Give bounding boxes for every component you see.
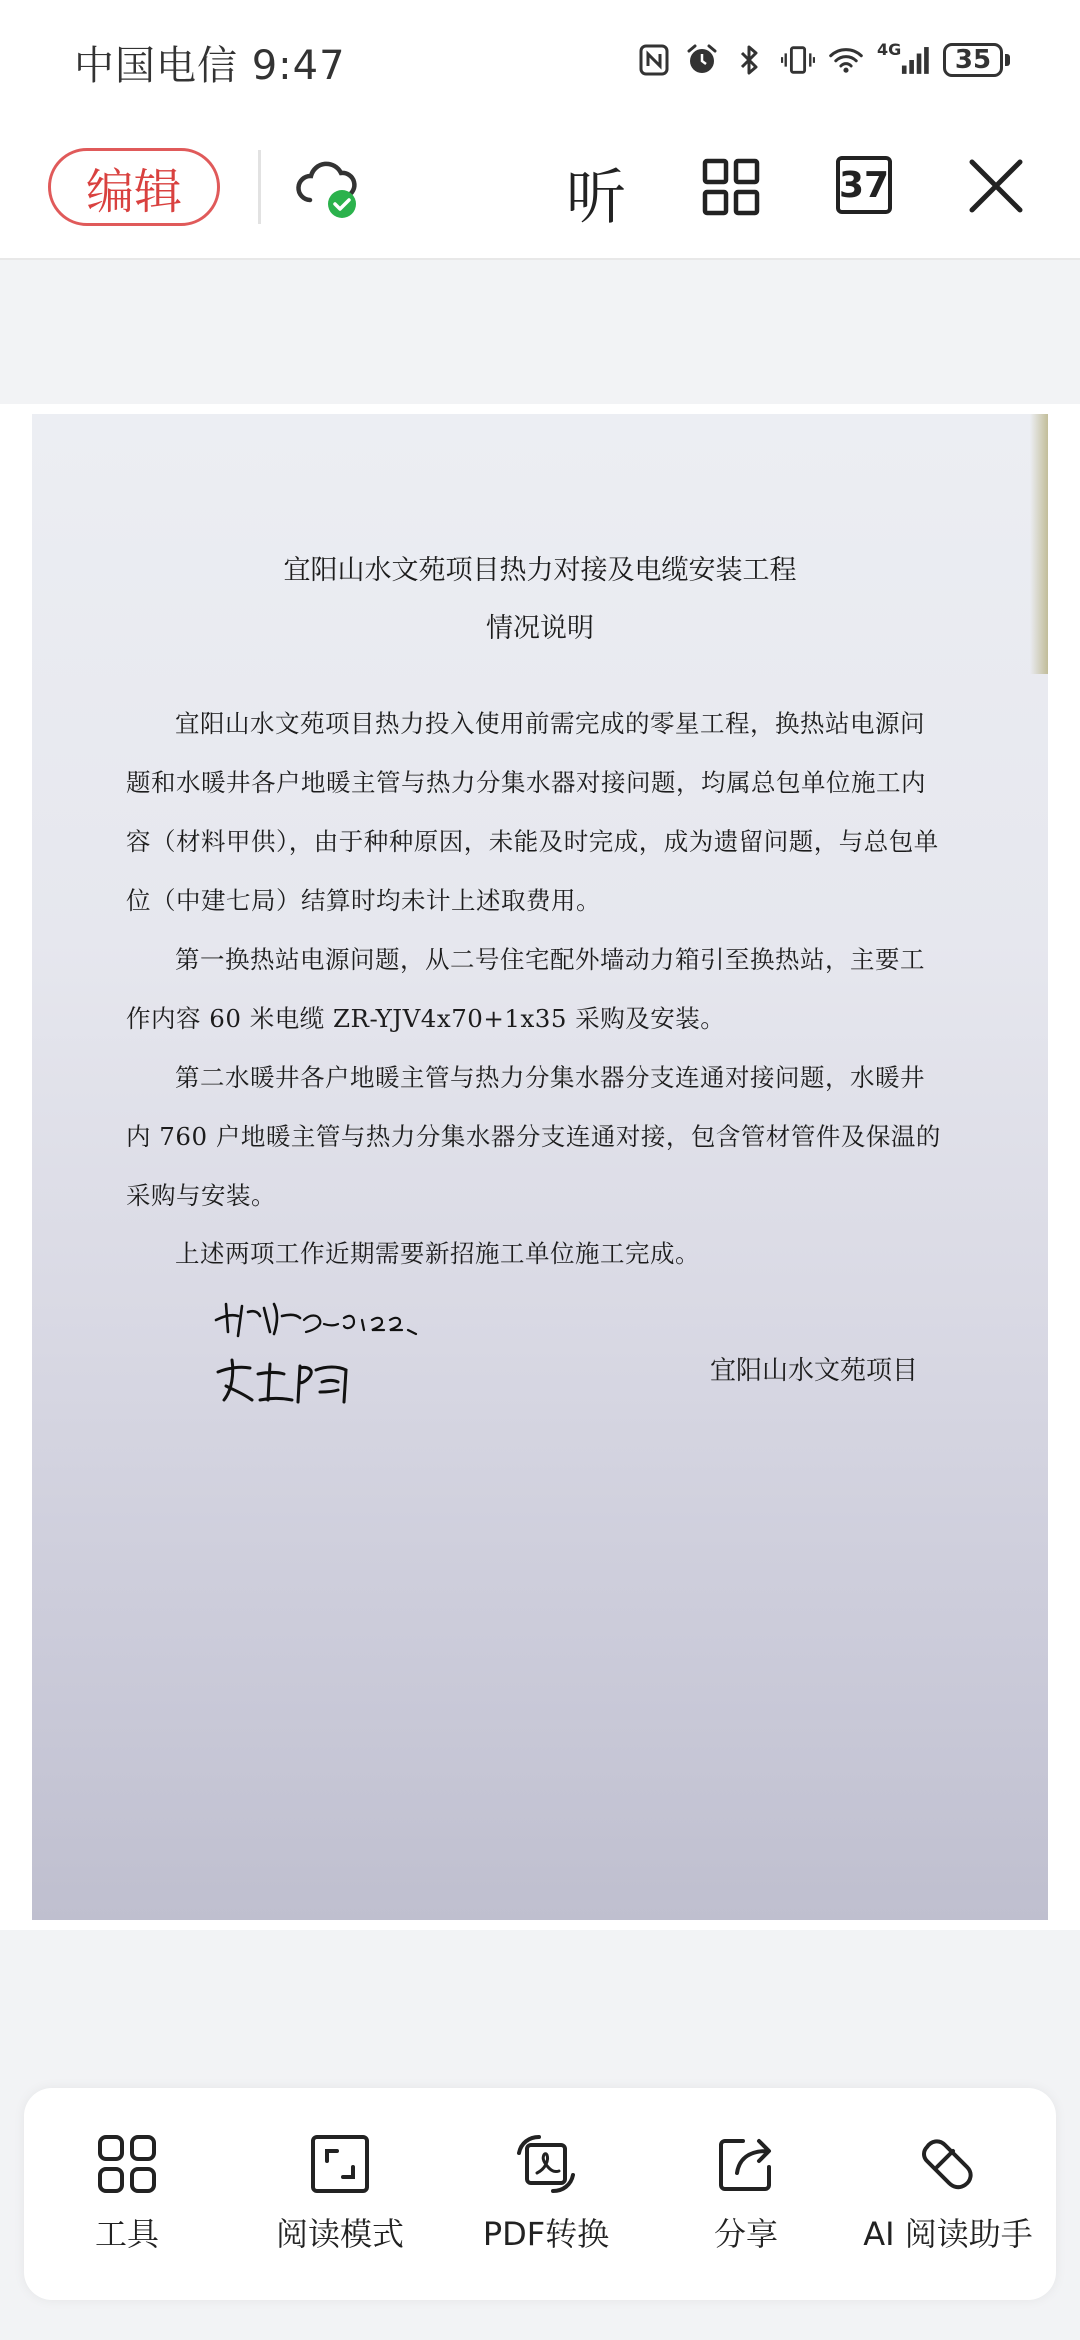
bluetooth-icon	[733, 43, 767, 77]
ai-assistant-icon	[917, 2133, 979, 2195]
document-title: 宜阳山水文苑项目热力对接及电缆安装工程	[283, 555, 797, 586]
carrier-time: 中国电信 9:47	[74, 43, 346, 89]
share-label: 分享	[713, 2215, 778, 2253]
status-icons	[637, 38, 1010, 82]
reading-mode-label: 阅读模式	[275, 2215, 404, 2253]
top-toolbar	[0, 120, 1080, 260]
alarm-icon	[685, 43, 719, 77]
document-subtitle: 情况说明	[486, 613, 594, 644]
cloud-synced-icon[interactable]	[292, 152, 362, 222]
signal-icon: 4G	[877, 43, 929, 77]
status-bar	[0, 0, 1080, 120]
bottom-action-bar	[24, 2088, 1056, 2300]
document-page	[32, 414, 1048, 1920]
tools-grid-icon	[96, 2133, 158, 2195]
listen-button[interactable]: 听	[566, 163, 626, 233]
ai-assistant-label: AI 阅读助手	[863, 2215, 1033, 2253]
ai-assistant-button[interactable]	[850, 2088, 1046, 2300]
close-icon[interactable]	[966, 156, 1026, 216]
reading-mode-button[interactable]	[244, 2088, 436, 2300]
paragraph-3: 第二水暖井各户地暖主管与热力分集水器分支连通对接问题，水暖井内 760 户地暖主管与热力分集水器分支连通对接，包含管材管件及保温的采购与安装。	[126, 1063, 941, 1210]
paragraph-4: 上述两项工作近期需要新招施工单位施工完成。	[175, 1239, 700, 1268]
pdf-convert-icon	[515, 2133, 577, 2195]
share-button[interactable]	[666, 2088, 826, 2300]
pdf-convert-button[interactable]	[452, 2088, 640, 2300]
toolbar-divider	[258, 150, 261, 224]
vibrate-icon	[781, 43, 815, 77]
battery-icon: 35	[943, 43, 1010, 77]
share-icon	[715, 2133, 777, 2195]
signature-organization: 宜阳山水文苑项目	[710, 1356, 919, 1386]
pdf-convert-label: PDF转换	[482, 2215, 610, 2253]
tools-label: 工具	[94, 2215, 159, 2253]
nfc-icon	[637, 43, 671, 77]
page-count-button[interactable]: 37	[836, 156, 892, 214]
tools-button[interactable]	[44, 2088, 210, 2300]
grid-view-icon[interactable]	[702, 158, 760, 216]
wifi-icon	[829, 43, 863, 77]
paragraph-2: 第一换热站电源问题，从二号住宅配外墙动力箱引至换热站，主要工作内容 60 米电缆 ZR-YJV4x70+1x35 采购及安装。	[126, 945, 925, 1033]
expand-icon	[309, 2133, 371, 2195]
edit-button[interactable]: 编辑	[48, 148, 220, 226]
paragraph-1: 宜阳山水文苑项目热力投入使用前需完成的零星工程，换热站电源问题和水暖井各户地暖主管与热力分集水器对接问题，均属总包单位施工内容（材料甲供），由于种种原因，未能及时完成，成为遗留问题，与总包单位（中建七局）结算时均未计上述取费用。	[126, 709, 939, 915]
handwritten-signatures	[212, 1290, 532, 1430]
